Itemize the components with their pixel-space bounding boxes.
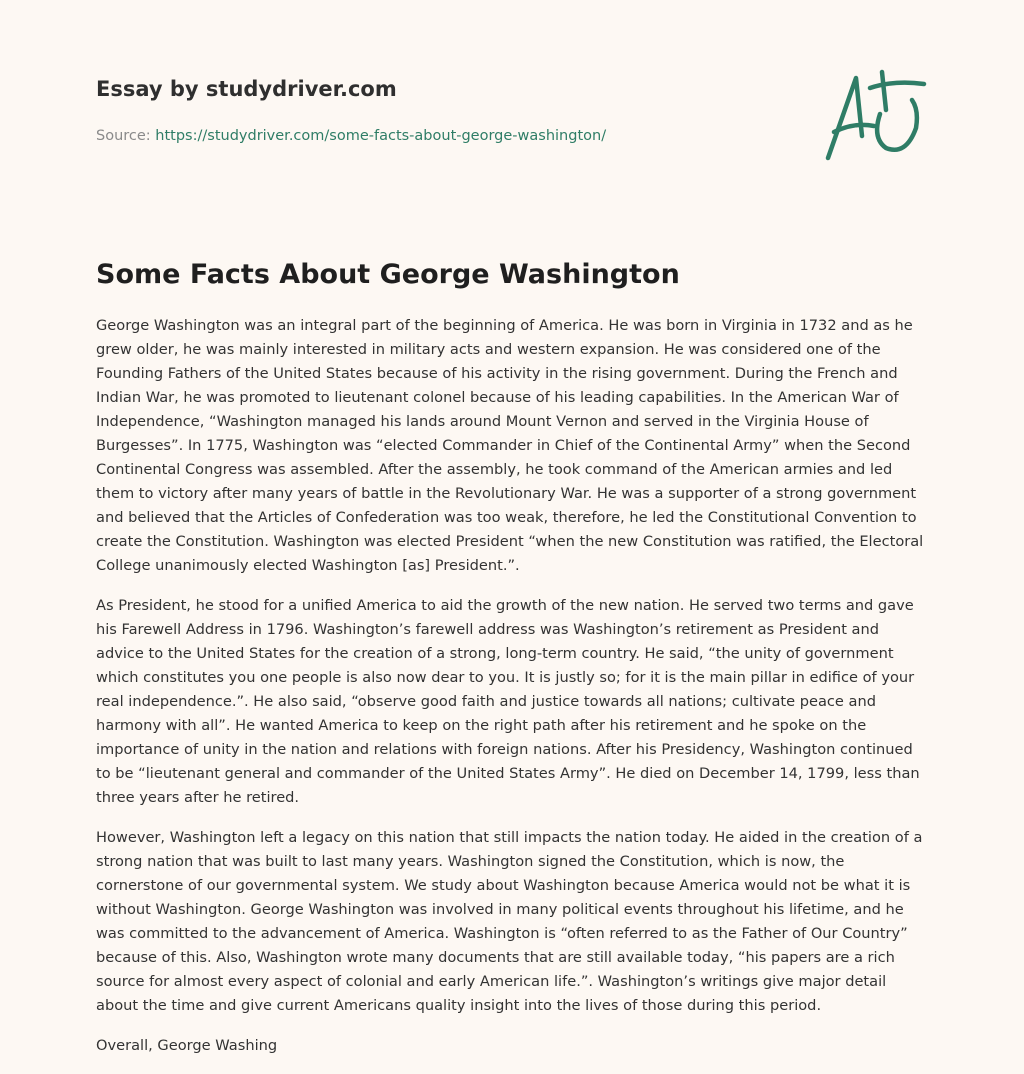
essay-title: Some Facts About George Washington [96, 259, 680, 290]
essay-body [96, 314, 928, 1074]
brand-name: Essay by studydriver.com [96, 77, 397, 101]
a-plus-grade-icon [820, 66, 930, 166]
essay-paragraph-truncated: Overall, George Washing [96, 1037, 278, 1054]
source-line [96, 126, 796, 146]
essay-paragraph: However, Washington left a legacy on this nation that still impacts the nation today. He aided in the creation of a strong nation that was built to last many years. Washington signed the Constitution, which is now, the cornerstone of our governmental system. We study about Washington because America would not be what it is without Washington. George Washington was involved in many political events throughout his lifetime, and he was committed to the advancement of America. Washington is “often referred to as the Father of Our Country” because of this. Also, Washington wrote many documents that are still available today, “his papers are a rich source for almost every aspect of colonial and early American life.”. Washington’s writings give major detail about the time and give current Americans quality insight into the lives of those during this period. [96, 829, 923, 1014]
essay-header [96, 74, 796, 146]
source-label: Source: [96, 128, 151, 144]
essay-paragraph: As President, he stood for a unified America to aid the growth of the new nation. He served two terms and gave his Farewell Address in 1796. Washington’s farewell address was Washington’s retirement as President and advice to the United States for the creation of a strong, long-term country. He said, “the unity of government which constitutes you one people is also now dear to you. It is justly so; for it is the main pillar in edifice of your real independence.”. He also said, “observe good faith and justice towards all nations; cultivate peace and harmony with all”. He wanted America to keep on the right path after his retirement and he spoke on the importance of unity in the nation and relations with foreign nations. After his Presidency, Washington continued to be “lieutenant general and commander of the United States Army”. He died on December 14, 1799, less than three years after he retired. [96, 597, 920, 806]
essay-paragraph: George Washington was an integral part of the beginning of America. He was born in Virginia in 1732 and as he grew older, he was mainly interested in military acts and western expansion. He was considered one of the Founding Fathers of the United States because of his activity in the rising government. During the French and Indian War, he was promoted to lieutenant colonel because of his leading capabilities. In the American War of Independence, “Washington managed his lands around Mount Vernon and served in the Virginia House of Burgesses”. In 1775, Washington was “elected Commander in Chief of the Continental Army” when the Second Continental Congress was assembled. After the assembly, he took command of the American armies and led them to victory after many years of battle in the Revolutionary War. He was a supporter of a strong government and believed that the Articles of Confederation was too weak, therefore, he led the Constitutional Convention to create the Constitution. Washington was elected President “when the new Constitution was ratified, the Electoral College unanimously elected Washington [as] President.”. [96, 317, 924, 574]
source-link[interactable]: https://studydriver.com/some-facts-about-george-washington/ [155, 128, 607, 144]
